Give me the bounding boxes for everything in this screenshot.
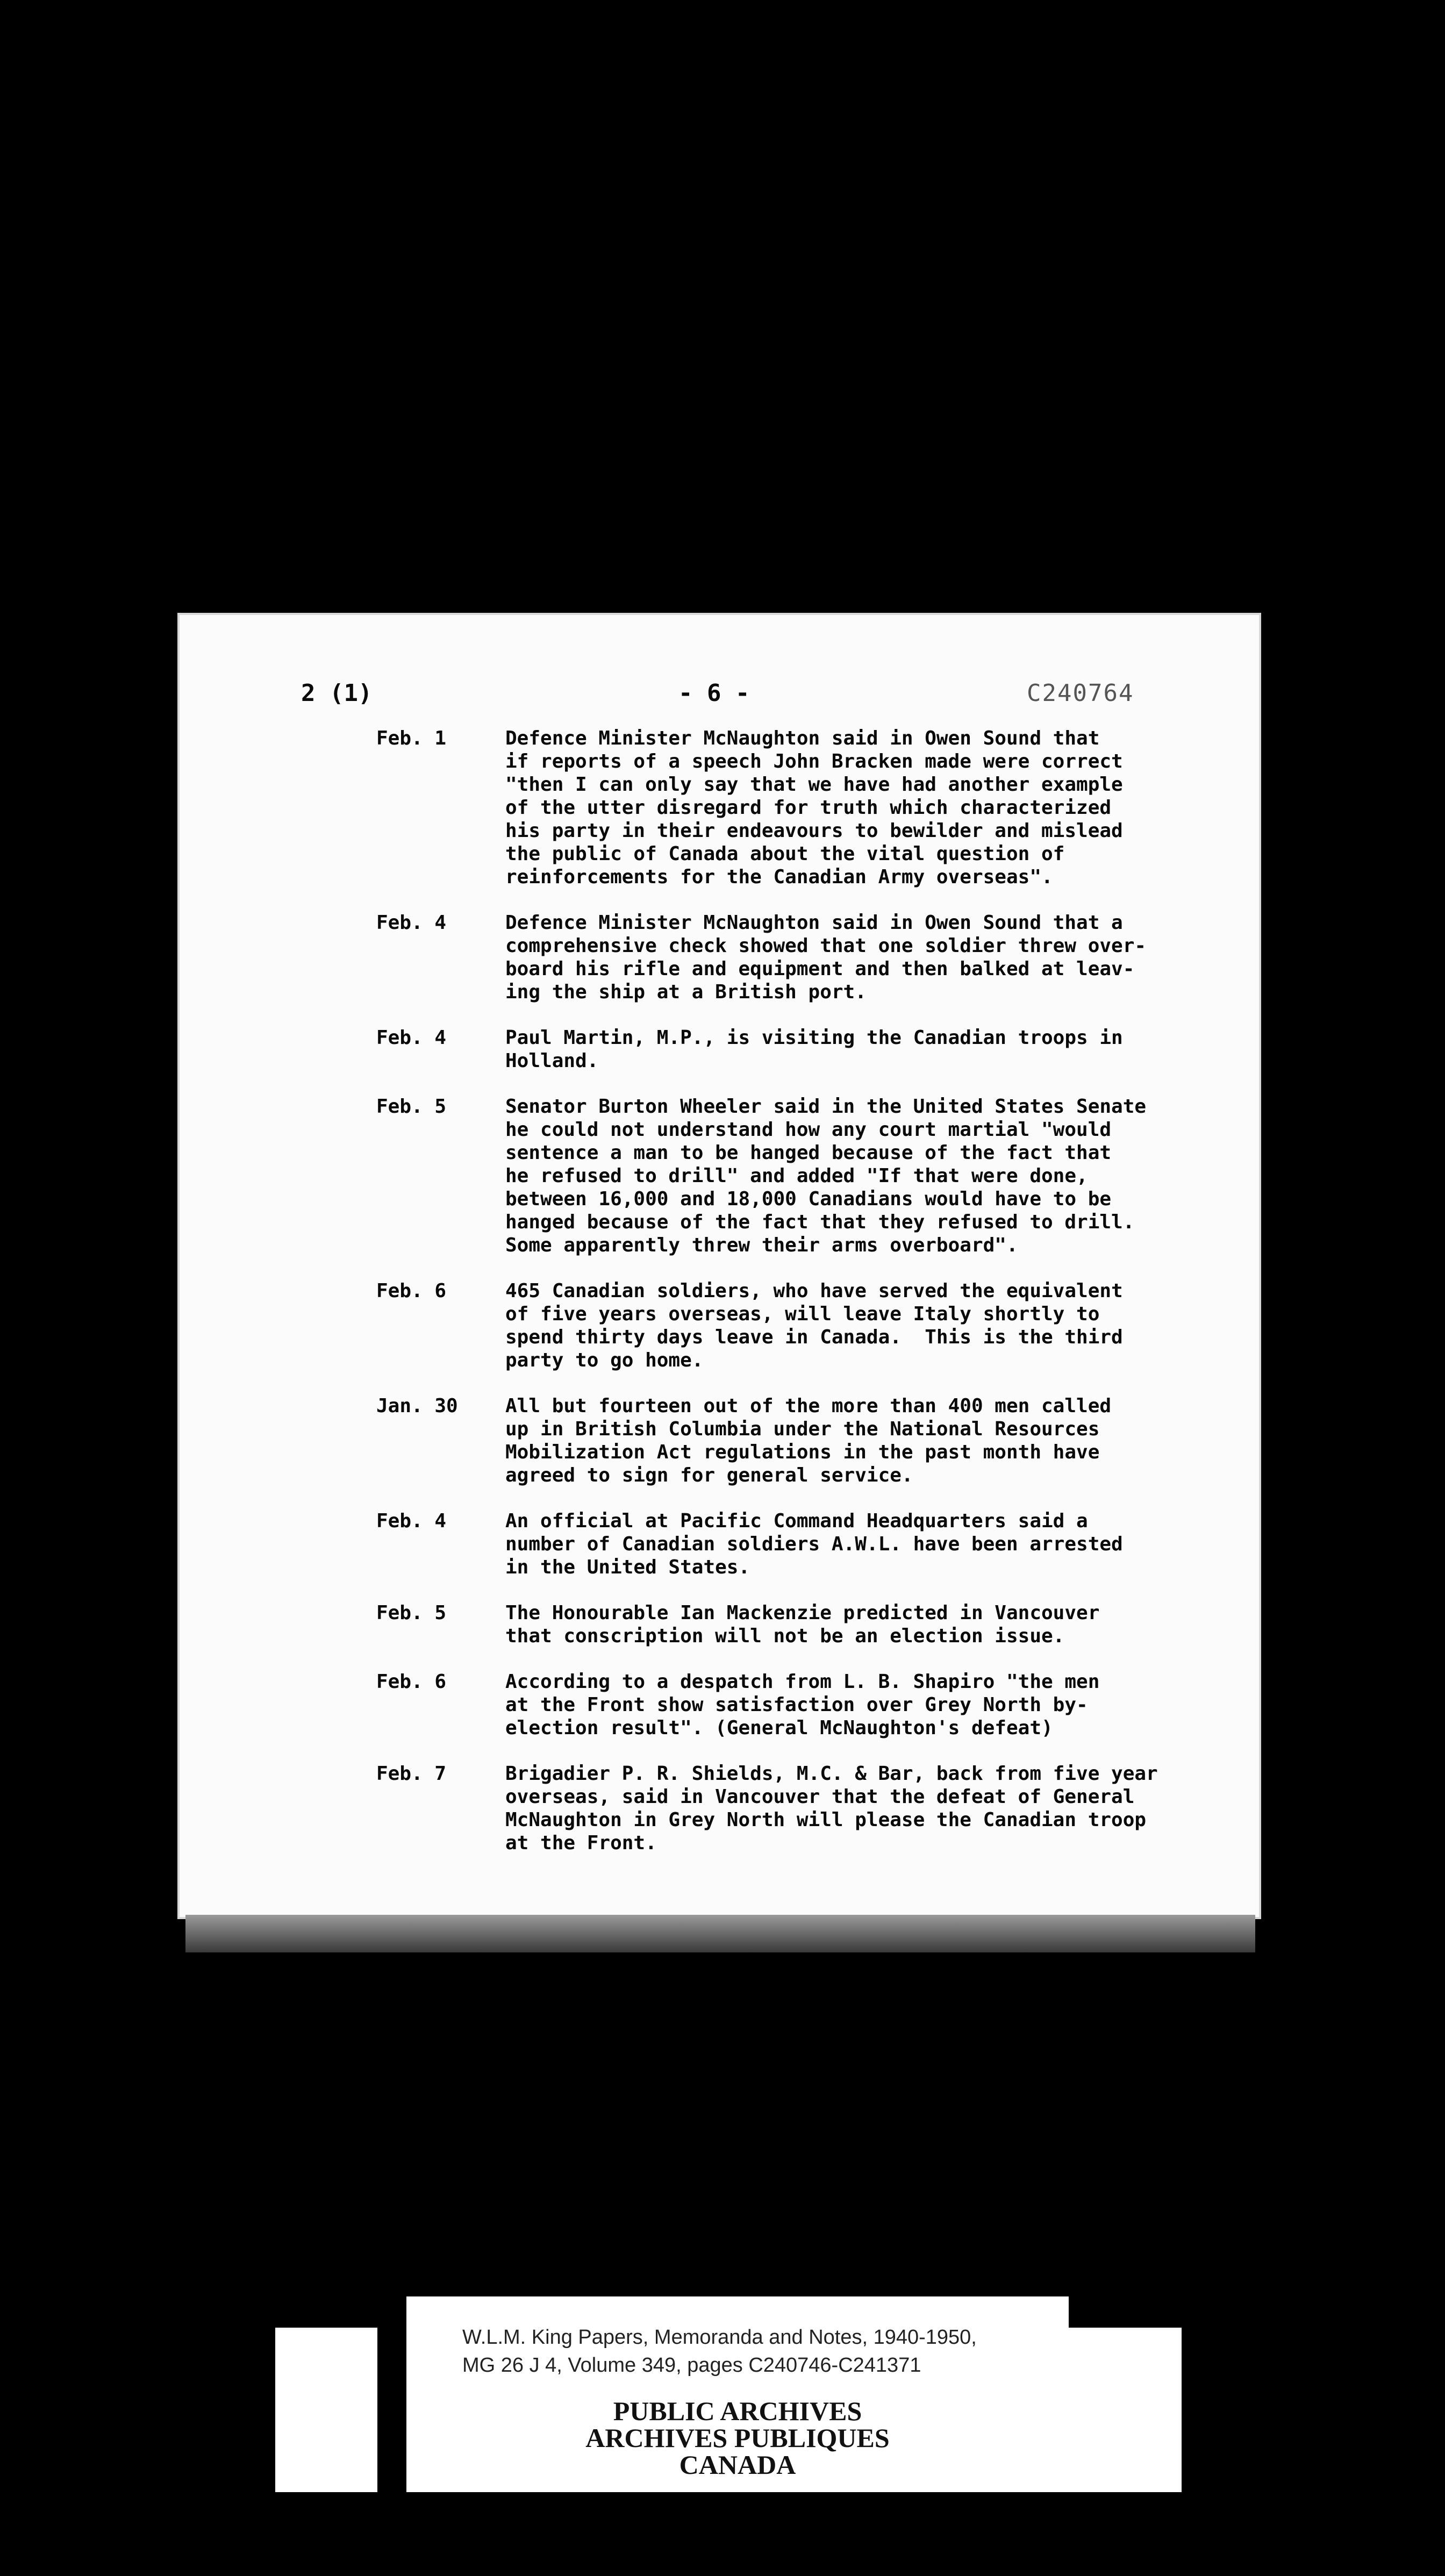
page-number: - 6 -	[678, 679, 750, 707]
chronology-entry	[376, 1670, 1258, 1740]
entry-text	[505, 1670, 1258, 1740]
entry-line: reinforcements for the Canadian Army overseas".	[505, 866, 1053, 888]
entry-date: Feb. 1	[376, 727, 447, 749]
entry-line: his party in their endeavours to bewilder and mislead	[505, 820, 1123, 842]
entry-text	[505, 1762, 1258, 1855]
chronology-entry	[376, 1509, 1258, 1579]
entry-line: An official at Pacific Command Headquarters said a	[505, 1510, 1088, 1532]
archive-citation	[462, 2323, 977, 2379]
entry-line: he could not understand how any court martial "would	[505, 1119, 1112, 1141]
entry-line: of the utter disregard for truth which characterized	[505, 797, 1112, 819]
citation-line: MG 26 J 4, Volume 349, pages C240746-C241371	[462, 2354, 921, 2377]
entry-line: at the Front show satisfaction over Grey North by-	[505, 1694, 1088, 1716]
entry-date: Feb. 7	[376, 1763, 447, 1785]
entry-line: of five years overseas, will leave Italy shortly to	[505, 1303, 1100, 1325]
entry-line: that conscription will not be an election issue.	[505, 1625, 1065, 1647]
entry-line: the public of Canada about the vital question of	[505, 843, 1065, 865]
entry-line: overseas, said in Vancouver that the defeat of General	[505, 1786, 1135, 1808]
entry-line: Some apparently threw their arms overboard".	[505, 1234, 1018, 1256]
entry-line: ing the ship at a British port.	[505, 981, 867, 1003]
entry-line: Brigadier P. R. Shields, M.C. & Bar, back from five year	[505, 1763, 1158, 1785]
entry-line: board his rifle and equipment and then balked at leav-	[505, 958, 1135, 980]
entry-line: number of Canadian soldiers A.W.L. have been arrested	[505, 1533, 1123, 1555]
entry-date: Feb. 5	[376, 1096, 447, 1118]
chronology-entry	[376, 1394, 1258, 1487]
entry-date: Feb. 6	[376, 1671, 447, 1693]
archives-country: CANADA	[679, 2450, 796, 2480]
entry-line: Paul Martin, M.P., is visiting the Canadian troops in	[505, 1027, 1123, 1049]
entry-line: in the United States.	[505, 1556, 750, 1578]
entry-line: he refused to drill" and added "If that were done,	[505, 1165, 1088, 1187]
entry-date: Feb. 4	[376, 1027, 447, 1049]
entry-line: "then I can only say that we have had another example	[505, 774, 1123, 796]
entry-line: if reports of a speech John Bracken made were correct	[505, 750, 1123, 772]
entry-line: sentence a man to be hanged because of the fact that	[505, 1142, 1112, 1164]
page-edge-shadow	[185, 1915, 1255, 1952]
entry-text	[505, 1509, 1258, 1579]
entry-line: 465 Canadian soldiers, who have served the equivalent	[505, 1280, 1123, 1302]
entry-line: up in British Columbia under the National Resources	[505, 1418, 1100, 1440]
entry-date: Feb. 6	[376, 1280, 447, 1302]
citation-line: W.L.M. King Papers, Memoranda and Notes, 1940-1950,	[462, 2326, 977, 2349]
entry-line: between 16,000 and 18,000 Canadians would have to be	[505, 1188, 1112, 1210]
entry-text	[505, 1026, 1258, 1072]
entry-text	[505, 1095, 1258, 1257]
archives-stamp	[406, 2398, 1069, 2478]
entry-line: at the Front.	[505, 1832, 657, 1854]
entry-line: Holland.	[505, 1050, 599, 1072]
entry-line: Defence Minister McNaughton said in Owen Sound that a	[505, 912, 1123, 934]
entry-text	[505, 1601, 1258, 1648]
archives-title-french: ARCHIVES PUBLIQUES	[585, 2423, 890, 2453]
entry-line: comprehensive check showed that one soldier threw over-	[505, 935, 1147, 957]
chronology-entry	[376, 727, 1258, 889]
entry-text	[505, 1279, 1258, 1372]
label-tab-left	[275, 2328, 377, 2492]
entry-line: All but fourteen out of the more than 400 men called	[505, 1395, 1112, 1417]
entry-text	[505, 911, 1258, 1004]
section-number: 2 (1)	[301, 679, 373, 707]
entry-line: The Honourable Ian Mackenzie predicted in Vancouver	[505, 1602, 1100, 1624]
chronology-entry	[376, 911, 1258, 1004]
chronology-entry	[376, 1601, 1258, 1648]
chronology-entry	[376, 1762, 1258, 1855]
entry-line: According to a despatch from L. B. Shapiro "the men	[505, 1671, 1100, 1693]
chronology-entry	[376, 1095, 1258, 1257]
label-tab-right	[1068, 2328, 1182, 2492]
entry-text	[505, 727, 1258, 889]
chronology-entry	[376, 1026, 1258, 1072]
entry-line: Defence Minister McNaughton said in Owen Sound that	[505, 727, 1100, 749]
chronology-entries	[376, 727, 1258, 1877]
entry-date: Feb. 5	[376, 1602, 447, 1624]
entry-date: Jan. 30	[376, 1395, 458, 1417]
archive-reference-number: C240764	[1027, 679, 1134, 707]
entry-date: Feb. 4	[376, 912, 447, 934]
entry-line: agreed to sign for general service.	[505, 1464, 913, 1486]
entry-line: Mobilization Act regulations in the past month have	[505, 1441, 1100, 1463]
entry-line: election result". (General McNaughton's defeat)	[505, 1717, 1053, 1739]
entry-line: Senator Burton Wheeler said in the United States Senate	[505, 1096, 1147, 1118]
entry-line: party to go home.	[505, 1349, 704, 1371]
entry-date: Feb. 4	[376, 1510, 447, 1532]
entry-line: hanged because of the fact that they refused to drill.	[505, 1211, 1135, 1233]
entry-line: spend thirty days leave in Canada. This is the third	[505, 1326, 1123, 1348]
entry-text	[505, 1394, 1258, 1487]
archives-title-english: PUBLIC ARCHIVES	[613, 2396, 862, 2426]
chronology-entry	[376, 1279, 1258, 1372]
entry-line: McNaughton in Grey North will please the Canadian troop	[505, 1809, 1147, 1831]
